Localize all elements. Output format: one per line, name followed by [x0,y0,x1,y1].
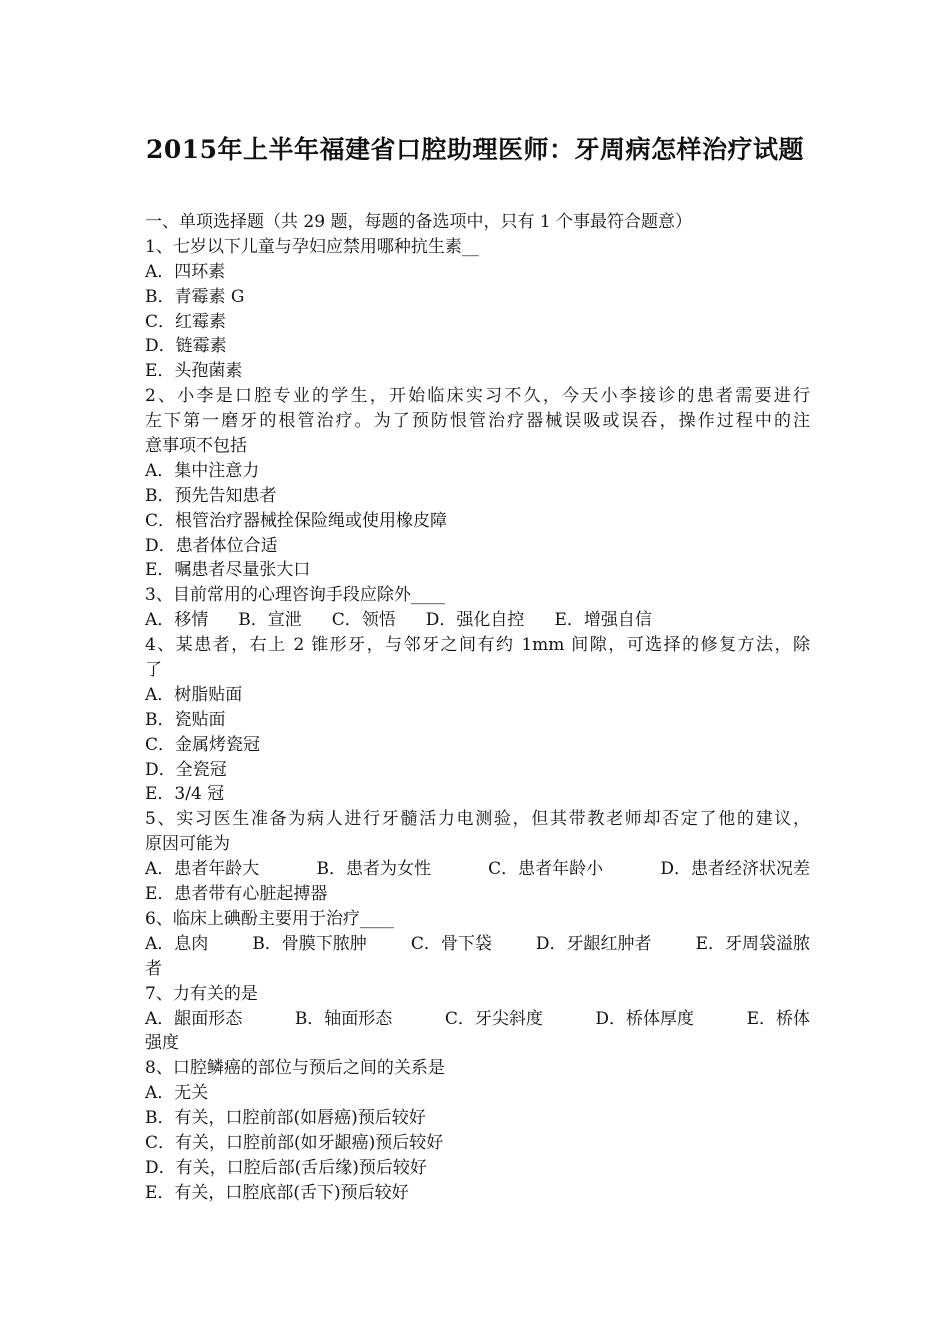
question-5-option-c: C．患者年龄小 [488,859,604,880]
question-8-stem: 8、口腔鳞癌的部位与预后之间的关系是 [145,1058,445,1079]
document-body [145,210,810,1206]
question-2-stem-line-3: 意事项不包括 [145,436,247,457]
question-5-option-e: E．患者带有心脏起搏器 [145,884,328,905]
question-1-option-c: C．红霉素 [145,311,227,332]
question-6-option-d: D．牙龈红肿者 [535,933,652,954]
question-1-option-b: B．青霉素 G [145,286,245,307]
question-5-option-b: B．患者为女性 [316,859,431,880]
question-8-option-e: E．有关，口腔底部(舌下)预后较好 [145,1182,409,1203]
question-3-stem: 3、目前常用的心理咨询手段应除外____ [145,585,445,606]
question-2-stem-line-1: 2、小李是口腔专业的学生，开始临床实习不久，今天小李接诊的患者需要进行 [145,386,810,407]
question-7-option-e-wrap: 强度 [145,1033,179,1054]
question-7-option-a: A．龈面形态 [145,1008,243,1029]
question-4-option-c: C．金属烤瓷冠 [145,734,261,755]
question-4-stem-line-2: 了 [145,660,162,681]
question-1-option-a: A．四环素 [145,261,226,282]
question-6-option-e: E．牙周袋溢脓 [695,933,810,954]
question-2-option-e: E．嘱患者尽量张大口 [145,560,311,581]
question-5-options [145,857,810,882]
question-1-stem: 1、七岁以下儿童与孕妇应禁用哪种抗生素__ [145,236,479,257]
question-6-stem: 6、临床上碘酚主要用于治疗____ [145,908,394,929]
question-7-option-e: E．桥体 [746,1008,810,1029]
question-3-option-d: D．强化自控 [425,610,525,631]
question-8-option-d: D．有关，口腔后部(舌后缘)预后较好 [145,1157,427,1178]
question-6-options [145,932,810,957]
question-5-option-d: D．患者经济状况差 [660,859,810,880]
document-title: 2015年上半年福建省口腔助理医师：牙周病怎样治疗试题 [145,135,805,164]
question-4-option-b: B．瓷贴面 [145,709,226,730]
question-5-stem-line-2: 原因可能为 [145,834,230,855]
question-7-option-d: D．桥体厚度 [595,1008,695,1029]
question-4-stem-line-1: 4、某患者，右上 2 锥形牙，与邻牙之间有约 1mm 间隙，可选择的修复方法，除 [145,635,810,656]
question-7-options [145,1007,810,1032]
question-2-option-c: C．根管治疗器械拴保险绳或使用橡皮障 [145,510,448,531]
question-6-option-a: A．息肉 [145,933,209,954]
question-5-stem-line-1: 5、实习医生准备为病人进行牙髓活力电测验，但其带教老师却否定了他的建议， [145,809,810,830]
question-4-option-e: E．3/4 冠 [145,784,225,805]
question-2-option-b: B．预先告知患者 [145,485,277,506]
question-7-option-c: C．牙尖斜度 [444,1008,543,1029]
question-3-option-b: B．宣泄 [238,610,302,631]
question-3-option-c: C．领悟 [331,610,396,631]
question-8-option-c: C．有关，口腔前部(如牙龈癌)预后较好 [145,1132,444,1153]
question-7-option-b: B．轴面形态 [294,1008,393,1029]
question-8-option-a: A．无关 [145,1083,209,1104]
question-6-option-e-wrap: 者 [145,958,162,979]
question-2-option-d: D．患者体位合适 [145,535,278,556]
question-5-option-a: A．患者年龄大 [145,859,260,880]
question-1-option-e: E．头孢菌素 [145,361,243,382]
question-3-options [145,608,810,633]
question-6-option-b: B．骨膜下脓肿 [252,933,367,954]
question-1-option-d: D．链霉素 [145,336,227,357]
question-3-option-e: E．增强自信 [554,610,652,631]
question-3-option-a: A．移情 [145,610,209,631]
question-7-stem: 7、力有关的是 [145,983,258,1004]
question-8-option-b: B．有关，口腔前部(如唇癌)预后较好 [145,1108,426,1129]
question-6-option-c: C．骨下袋 [410,933,492,954]
question-4-option-a: A．树脂贴面 [145,684,243,705]
question-2-option-a: A．集中注意力 [145,460,260,481]
section-header: 一、单项选择题（共 29 题，每题的备选项中，只有 1 个事最符合题意） [145,212,693,232]
question-2-stem-line-2: 左下第一磨牙的根管治疗。为了预防恨管治疗器械误吸或误吞，操作过程中的注 [145,411,810,432]
question-4-option-d: D．全瓷冠 [145,759,227,780]
